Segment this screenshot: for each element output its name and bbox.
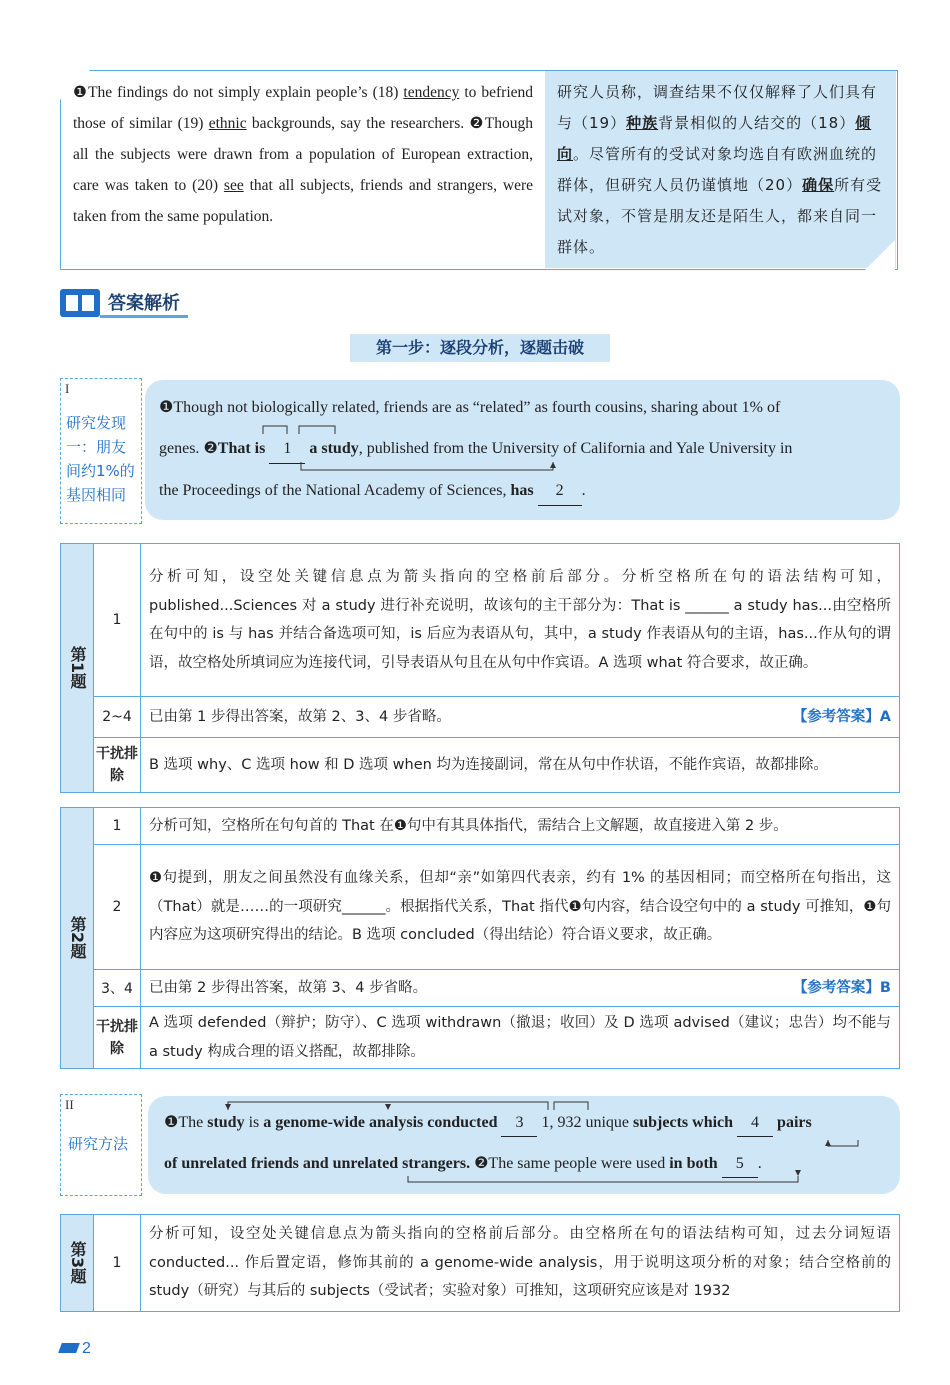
- page-number: 2: [60, 1340, 91, 1358]
- corner-fold-decoration: [60, 70, 90, 100]
- sentence-marker-1: ❶: [73, 84, 89, 101]
- passage-chinese: 研究人员称，调查结果不仅仅解释了人们具有与（19）种族背景相似的人结交的（18）倾向。尽管所有的受试对象均选自有欧洲血统的群体，但研究人员仍谨慎地（20）确保所有受试对象，不管是朋友还是陌生人，都来自同一群体。: [545, 71, 896, 268]
- panel-1-label: I 研究发现一：朋友间约1%的基因相同: [60, 378, 142, 524]
- structure-arrows: [255, 422, 715, 476]
- blank-2: 2: [538, 477, 582, 506]
- question-3-label: 第3题: [61, 1215, 94, 1312]
- graduation-cap-icon: [58, 1343, 80, 1353]
- sentence-marker-2: ❷: [469, 115, 485, 132]
- answer-badge: 【参考答案】B: [792, 979, 891, 996]
- corner-fold-decoration: [865, 240, 895, 270]
- section-header: [60, 288, 188, 318]
- blank-5: 5: [722, 1151, 758, 1178]
- blank-3: 3: [501, 1110, 537, 1137]
- question-1-table: 第1题 1 分析可知，设空处关键信息点为箭头指向的空格前后部分。分析空格所在句的语法结构可知，published...Sciences 对 a study 进行补充说明，故该句的主干部分为：That is ______ a study has...由空格所在句中的 is 与 has 并结合备选项可知，is 后应为表语从句，其中，a study 作表语从句的主语，has...作从句的谓语，故空格处所填词应为连接代词，引导表语从句且在从句中作宾语。A 选项 what 符合要求，故正确。 2~4 已由第 1 步得出答案，故第 2、3、4 步省略。 【参考答案】A 干扰排除 B 选项 why、C 选项 how 和 D 选项 when 均为连接副词，常在从句中作状语，不能作宾语，故都排除。: [60, 543, 900, 793]
- panel-1-sentence: ❶Though not biologically related, friends are as “related” as fourth cousins, sharing about 1% of genes. ❷That is 1 a study, published from the University of California and Yale University in the Proceedings of the National Academy of Sciences, has 2 .: [145, 380, 900, 520]
- answer-word-tendency: tendency: [403, 84, 460, 101]
- question-3-table: 第3题 1 分析可知，设空处关键信息点为箭头指向的空格前后部分。由空格所在句的语法结构可知，过去分词短语 conducted... 作后置定语，修饰其前的 a genome-wide analysis，用于说明这项分析的对象；结合空格前的 study（研究）与其后的 subjects（受试者；实验对象）可推知，这项研究应该是对 1932: [60, 1214, 900, 1312]
- blank-1: 1: [269, 435, 305, 464]
- question-1-label: 第1题: [61, 544, 94, 793]
- question-2-table: 第2题 1 分析可知，空格所在句句首的 That 在❶句中有其具体指代，需结合上文解题，故直接进入第 2 步。 2 ❶句提到，朋友之间虽然没有血缘关系，但却“亲”如第四代表亲，约有 1% 的基因相同；而空格所在句指出，这（That）就是……的一项研究______。根据指代关系，That 指代❶句内容，结合设空句中的 a study 可推知，❶句内容应为这项研究得出的结论。B 选项 concluded（得出结论）符合语义要求，故正确。 3、4 已由第 2 步得出答案，故第 3、4 步省略。 【参考答案】B 干扰排除 A 选项 defended（辩护；防守）、C 选项 withdrawn（撤退；收回）及 D 选项 advised（建议；忠告）均不能与 a study 构成合理的语义搭配，故都排除。: [60, 807, 900, 1069]
- passage-box: [60, 70, 898, 270]
- question-2-label: 第2题: [61, 808, 94, 1069]
- section-title: 答案解析: [100, 289, 188, 318]
- book-icon: [60, 289, 100, 317]
- answer-word-see: see: [223, 177, 244, 194]
- structure-arrows: [208, 1098, 888, 1188]
- blank-4: 4: [737, 1110, 773, 1137]
- step-title: 第一步：逐段分析，逐题击破: [350, 334, 610, 362]
- panel-2-sentence: ❶The study is a genome-wide analysis conducted 3 1, 932 unique subjects which 4 pairs of unrelated friends and unrelated strangers. ❷The same people were used in both 5 .: [148, 1096, 900, 1194]
- answer-badge: 【参考答案】A: [792, 708, 891, 725]
- answer-word-ethnic: ethnic: [208, 115, 247, 132]
- panel-2-label: II 研究方法: [60, 1094, 142, 1196]
- passage-english: ❶The findings do not simply explain people’s (18) tendency to befriend those of similar (19) ethnic backgrounds, say the researchers. ❷Though all the subjects were drawn from a population of European extraction, care was taken to (20) see that all subjects, friends and strangers, were taken from the same population.: [73, 84, 534, 225]
